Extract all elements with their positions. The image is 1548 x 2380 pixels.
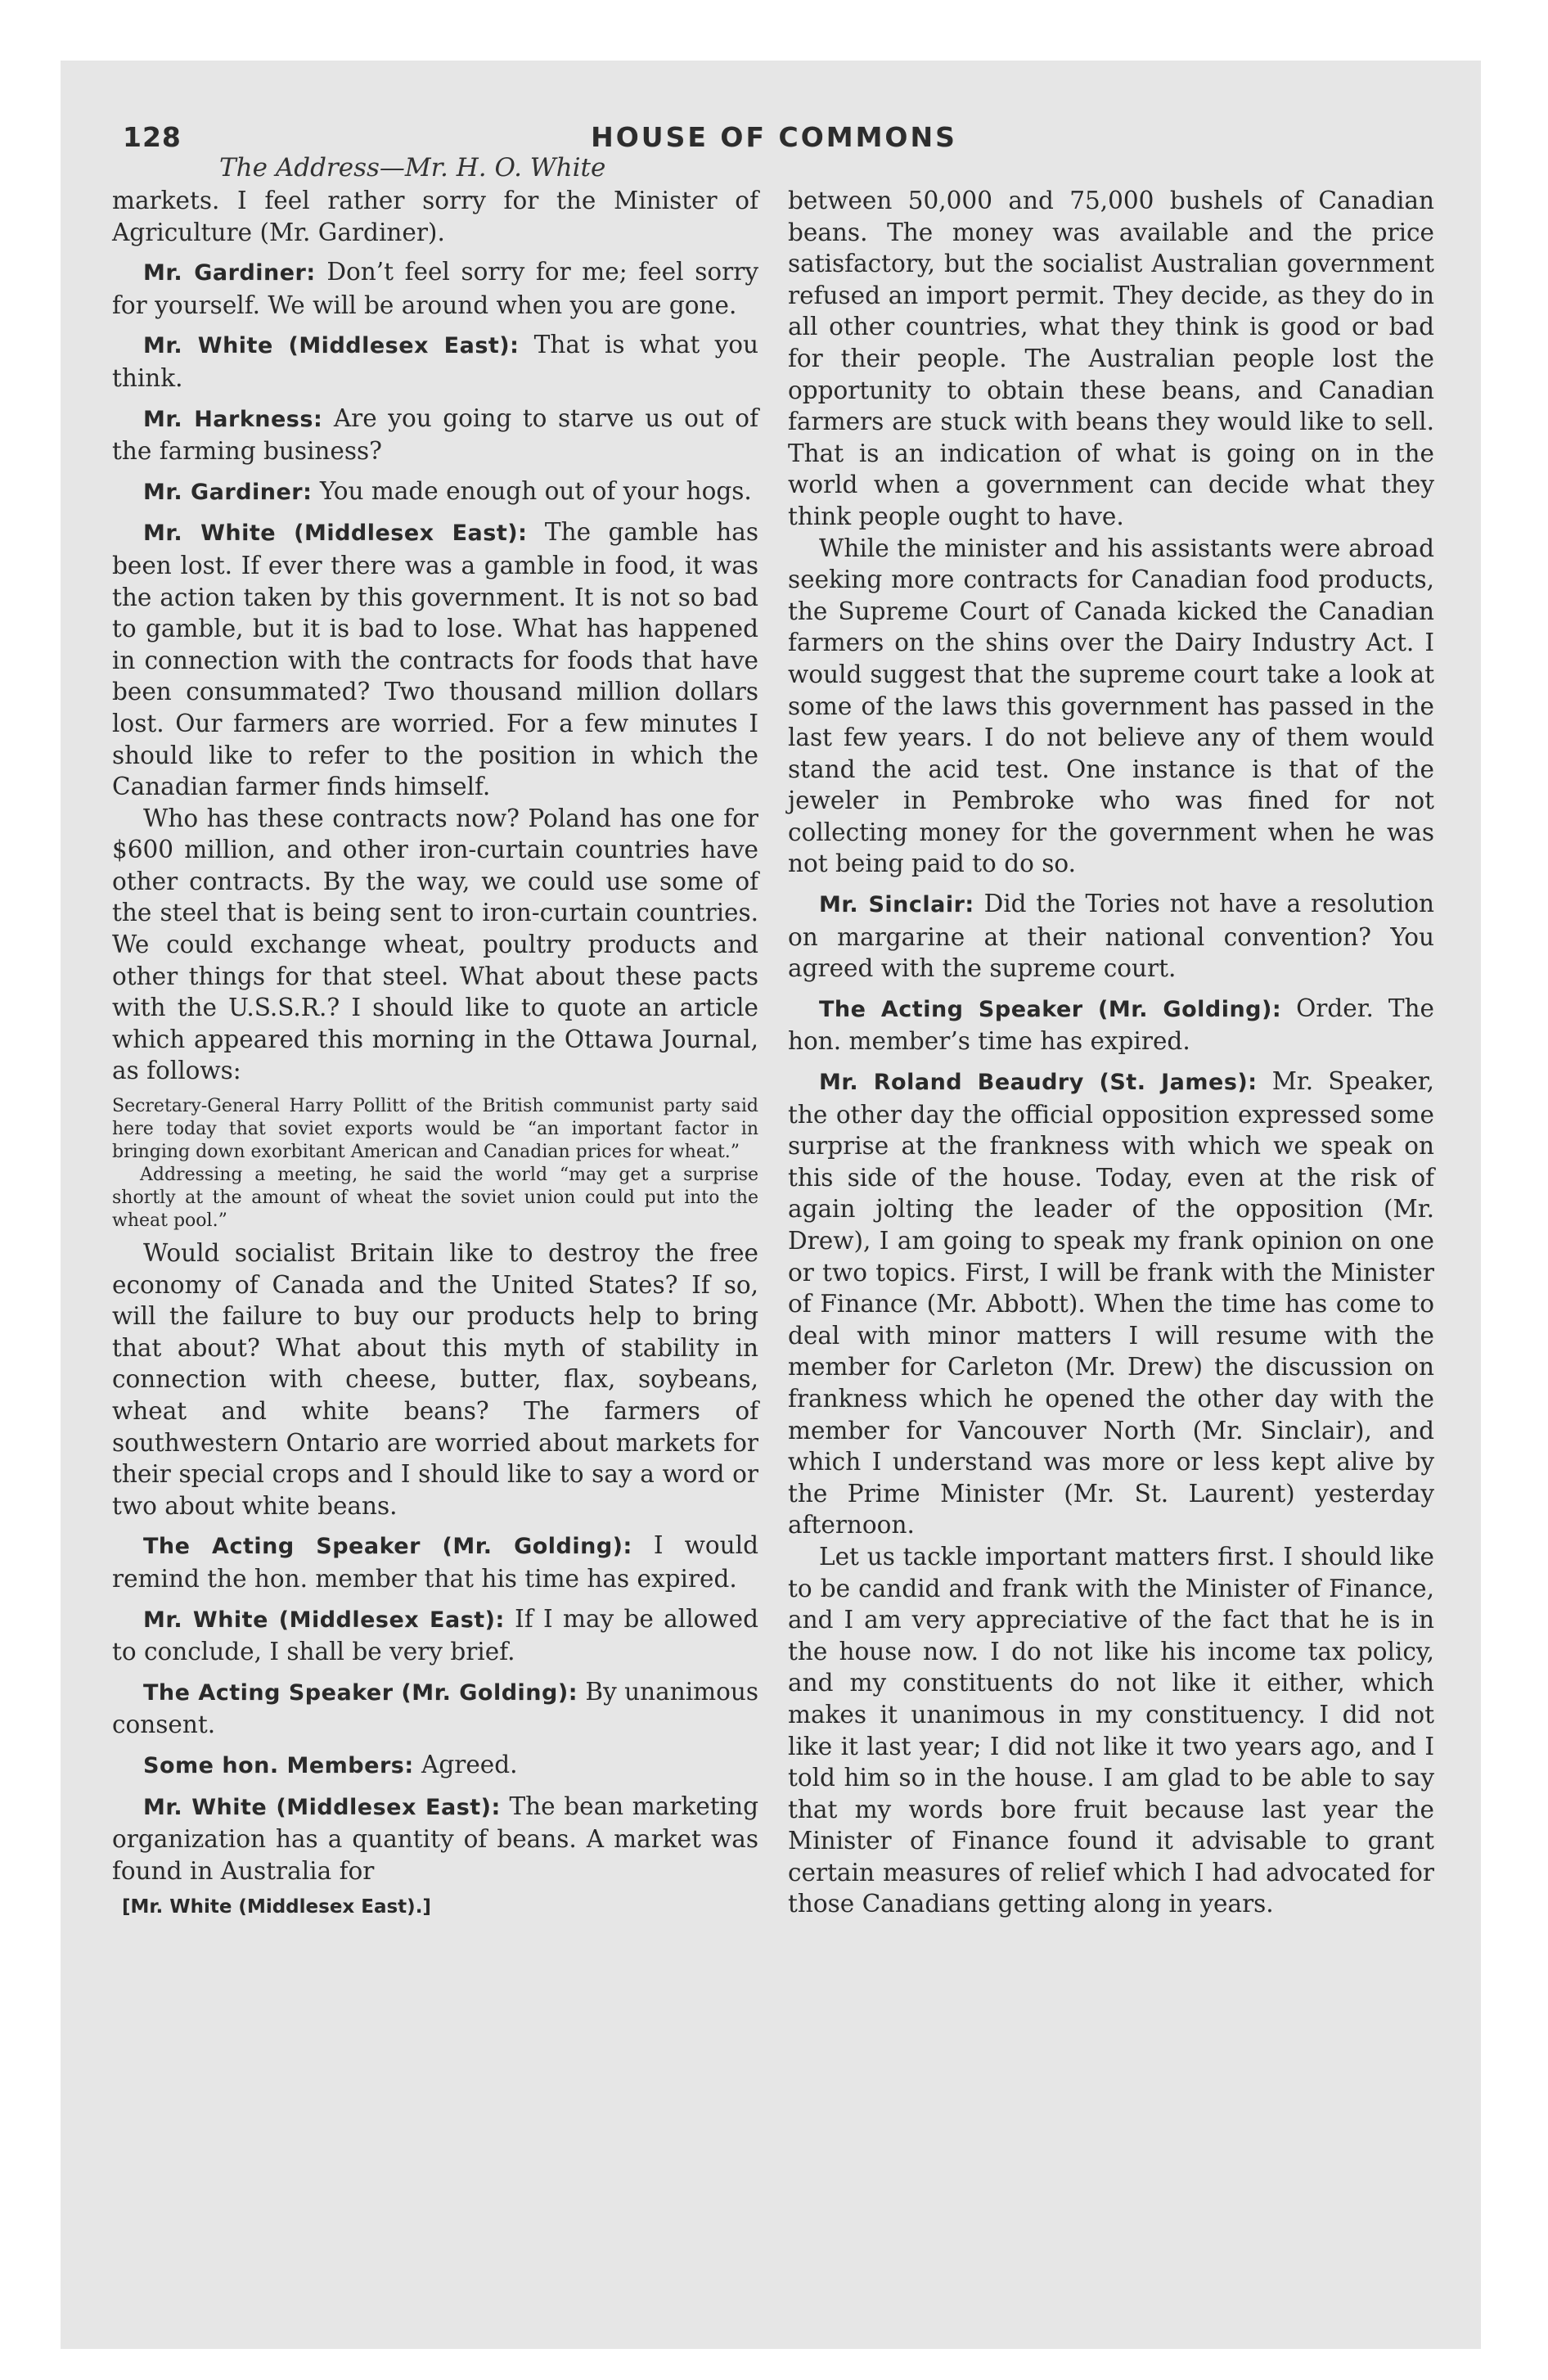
speech-paragraph xyxy=(112,476,758,509)
speaker-name: Mr. Gardiner: xyxy=(143,260,316,286)
left-column-paragraphs-continued xyxy=(112,1237,758,1886)
left-column xyxy=(112,185,758,1918)
speech-paragraph xyxy=(788,1066,1434,1541)
paragraph-text: Did the Tories not have a resolution on margarine at their national convention? You agreed with the supreme court. xyxy=(788,890,1434,983)
body-paragraph xyxy=(112,803,758,1087)
speaker-name: Mr. White (Middlesex East): xyxy=(143,521,528,547)
speech-paragraph xyxy=(112,256,758,321)
speech-paragraph xyxy=(112,329,758,394)
body-paragraph xyxy=(788,1541,1434,1920)
speech-paragraph xyxy=(112,516,758,802)
paragraph-text: Are you going to starve us out of the farming business? xyxy=(112,403,758,466)
speaker-name: The Acting Speaker (Mr. Golding): xyxy=(143,1534,632,1560)
quote-paragraph: Secretary-General Harry Pollitt of the British communist party said here today that soviet exports would be “an important factor in bringing down exorbitant American and Canadian prices for wheat.” xyxy=(112,1096,758,1163)
speaker-name: Some hon. Members: xyxy=(143,1752,414,1778)
speaker-name: Mr. Gardiner: xyxy=(143,479,313,505)
speech-paragraph xyxy=(112,1676,758,1741)
paragraph-text: between 50,000 and 75,000 bushels of Canadian beans. The money was available and the price satisfactory, but the socialist Australian government refused an import permit. They decide, as they do in all other countries, what they think is good or bad for their people. The Australian people lost the opportunity to obtain these beans, and Canadian farmers are stuck with beans they would like to sell. That is an indication of what is going on in the world when a government can decide what they think people ought to have. xyxy=(788,187,1434,530)
paragraph-text: Let us tackle important matters first. I should like to be candid and frank with the Minister of Finance, and I am very appreciative of the fact that he is in the house now. I do not like his income tax policy, and my constituents do not like it either, which makes it unanimous in my constituency. I did not like it last year; I did not like it two years ago, and I told him so in the house. I am glad to be able to say that my words bore fruit because last year the Minister of Finance found it advisable to grant certain measures of relief which I had advocated for those Canadians getting along in years. xyxy=(788,1542,1434,1918)
page-number: 128 xyxy=(123,121,182,153)
speech-paragraph xyxy=(112,1791,758,1887)
speaker-name: Mr. White (Middlesex East): xyxy=(143,333,520,359)
speech-paragraph xyxy=(112,1530,758,1594)
paragraph-text: Order. The hon. member’s time has expired. xyxy=(788,994,1434,1056)
right-column-paragraphs xyxy=(788,185,1434,1920)
left-column-paragraphs xyxy=(112,185,758,1087)
speaker-attribution: [Mr. White (Middlesex East).] xyxy=(122,1896,431,1918)
quote-paragraph: Addressing a meeting, he said the world “may get a surprise shortly at the amount of wheat the soviet union could put into the wheat pool.” xyxy=(112,1165,758,1232)
paragraph-text: That is what you think. xyxy=(112,331,758,392)
right-column xyxy=(788,185,1434,1920)
speech-paragraph xyxy=(112,1749,758,1783)
paragraph-text: Mr. Speaker, the other day the official opposition expressed some surprise at the frankness with which we speak on this side of the house. Today, even at the risk of again jolting the leader of the opposition (Mr. Drew), I am going to speak my frank opinion on one or two topics. First, I will be frank with the Minister of Finance (Mr. Abbott). When the time has come to deal with minor matters I will resume with the member for Carleton (Mr. Drew) the discussion on frankness which he opened the other day with the member for Vancouver North (Mr. Sinclair), and which I understand was more or less kept alive by the Prime Minister (Mr. St. Laurent) yesterday afternoon. xyxy=(788,1067,1434,1539)
speaker-name: The Acting Speaker (Mr. Golding): xyxy=(143,1679,578,1706)
paragraph-text: Who has these contracts now? Poland has one for $600 million, and other iron-curtain countries have other contracts. By the way, we could use some of the steel that is being sent to iron-curtain countries. We could exchange wheat, poultry products and other things for that steel. What about these pacts with the U.S.S.R.? I should like to quote an article which appeared this morning in the Ottawa Journal, as follows: xyxy=(112,804,758,1085)
paragraph-text: By unanimous consent. xyxy=(112,1677,759,1739)
speaker-name: The Acting Speaker (Mr. Golding): xyxy=(819,996,1282,1022)
paragraph-text: Agreed. xyxy=(421,1750,518,1778)
paragraph-text: If I may be allowed to conclude, I shall be very brief. xyxy=(112,1604,758,1666)
block-quote xyxy=(112,1095,758,1233)
page-header: HOUSE OF COMMONS xyxy=(591,121,957,153)
paragraph-text: The bean marketing organization has a quantity of beans. A market was found in Australia for xyxy=(112,1792,758,1885)
speaker-name: Mr. Harkness: xyxy=(143,406,323,432)
running-title: The Address—Mr. H. O. White xyxy=(219,153,606,183)
body-paragraph xyxy=(112,185,758,248)
speaker-name: Mr. White (Middlesex East): xyxy=(143,1794,501,1820)
speaker-name: Mr. Roland Beaudry (St. James): xyxy=(819,1070,1258,1096)
paragraph-text: The gamble has been lost. If ever there was a gamble in food, it was the action taken by this government. It is not so bad to gamble, but it is bad to lose. What has happened in connection with the contracts for foods that have been consummated? Two thousand million dollars lost. Our farmers are worried. For a few minutes I should like to refer to the position in which the Canadian farmer finds himself. xyxy=(112,518,758,801)
body-paragraph xyxy=(112,1237,758,1521)
paragraph-text: Don’t feel sorry for me; feel sorry for yourself. We will be around when you are gone. xyxy=(112,258,758,319)
paragraph-text: Would socialist Britain like to destroy the free economy of Canada and the United States? If so, will the failure to buy our products help to bring that about? What about this myth of stability in connection with cheese, butter, flax, soybeans, wheat and white beans? The farmers of southwestern Ontario are worried about markets for their special crops and I should like to say a word or two about white beans. xyxy=(112,1239,758,1520)
paragraph-text: I would remind the hon. member that his time has expired. xyxy=(112,1531,758,1593)
speaker-name: Mr. Sinclair: xyxy=(819,892,974,918)
paragraph-text: You made enough out of your hogs. xyxy=(319,476,752,505)
paragraph-text: While the minister and his assistants were abroad seeking more contracts for Canadian food products, the Supreme Court of Canada kicked the Canadian farmers on the shins over the Dairy Industry Act. I would suggest that the supreme court take a look at some of the laws this government has passed in the last few years. I do not believe any of them would stand the acid test. One instance is that of the jeweler in Pembroke who was fined for not collecting money for the government when he was not being paid to do so. xyxy=(788,534,1434,878)
body-paragraph xyxy=(788,185,1434,533)
body-paragraph xyxy=(788,533,1434,881)
speech-paragraph xyxy=(788,993,1434,1057)
paragraph-text: markets. I feel rather sorry for the Minister of Agriculture (Mr. Gardiner). xyxy=(112,187,758,246)
speech-paragraph xyxy=(112,1603,758,1668)
speaker-name: Mr. White (Middlesex East): xyxy=(143,1607,505,1633)
speech-paragraph xyxy=(788,888,1434,985)
speech-paragraph xyxy=(112,403,758,467)
